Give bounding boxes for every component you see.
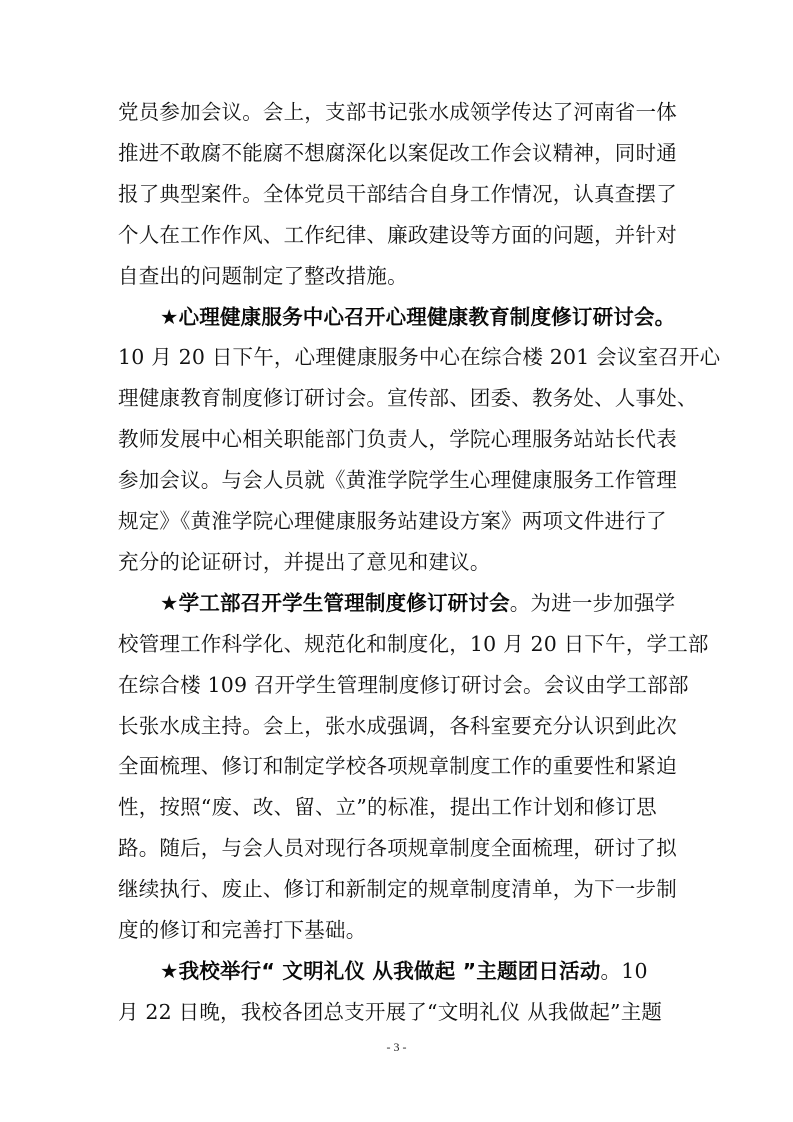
- line-text: 推进不敢腐不能腐不想腐深化以案促改工作会议精神，同时通: [118, 141, 677, 165]
- heading-text: ★我校举行“ 文明礼仪 从我做起 ”主题团日活动: [160, 959, 601, 983]
- body-line: [118, 386, 698, 410]
- line-text: 理健康教育制度修订研讨会。宣传部、团委、教务处、人事处、: [118, 386, 698, 410]
- line-text: 规定》《黄淮学院心理健康服务站建设方案》两项文件进行了: [118, 509, 667, 533]
- line-text: 路。随后，与会人员对现行各项规章制度全面梳理，研讨了拟: [118, 836, 677, 860]
- body-line: [118, 550, 683, 574]
- line-text: 性，按照“废、改、留、立”的标准，提出工作计划和修订思: [118, 795, 657, 819]
- page-number: - 3 -: [386, 1040, 407, 1054]
- body-line: [118, 918, 683, 942]
- line-text: 长张水成主持。会上，张水成强调，各科室要充分认识到此次: [118, 714, 677, 738]
- body-line: [118, 714, 683, 738]
- body-line: [118, 468, 683, 492]
- section-heading: [160, 305, 683, 329]
- body-line: [118, 264, 683, 288]
- heading-text: ★心理健康服务中心召开心理健康教育制度修订研讨会。: [160, 305, 676, 329]
- line-text: 校管理工作科学化、规范化和制度化，10 月 20 日下午，学工部: [118, 632, 709, 656]
- line-text: 教师发展中心相关职能部门负责人，学院心理服务站站长代表: [118, 427, 677, 451]
- line-text: 自查出的问题制定了整改措施。: [118, 264, 408, 288]
- line-text: 党员参加会议。会上，支部书记张水成领学传达了河南省一体: [118, 100, 677, 124]
- line-text: 全面梳理、修订和制定学校各项规章制度工作的重要性和紧迫: [118, 754, 677, 778]
- body-line: [118, 345, 721, 369]
- line-text: 在综合楼 109 召开学生管理制度修订研讨会。会议由学工部部: [118, 673, 689, 697]
- body-line: [118, 182, 683, 206]
- body-line: [118, 877, 683, 901]
- line-text: 月 22 日晚，我校各团总支开展了“文明礼仪 从我做起”主题: [118, 1000, 663, 1024]
- body-line: [118, 836, 683, 860]
- body-line: [118, 754, 683, 778]
- section-heading: [160, 959, 683, 983]
- body-line: [118, 795, 683, 819]
- body-line: [118, 141, 683, 165]
- line-text: 充分的论证研讨，并提出了意见和建议。: [118, 550, 491, 574]
- body-line: [118, 632, 709, 656]
- line-text: 继续执行、废止、修订和新制定的规章制度清单，为下一步制: [118, 877, 677, 901]
- body-line: [118, 509, 683, 533]
- heading-text: ★学工部召开学生管理制度修订研讨会: [160, 591, 510, 615]
- line-text: 个人在工作作风、工作纪律、廉政建设等方面的问题，并针对: [118, 223, 677, 247]
- line-text: 10 月 20 日下午，心理健康服务中心在综合楼 201 会议室召开心: [118, 345, 721, 369]
- line-text: 。10: [600, 959, 648, 983]
- section-heading: [160, 591, 683, 615]
- body-line: [118, 427, 683, 451]
- body-line: [118, 100, 683, 124]
- line-text: 参加会议。与会人员就《黄淮学院学生心理健康服务工作管理: [118, 468, 677, 492]
- body-line: [118, 1000, 683, 1024]
- body-line: [118, 673, 689, 697]
- line-text: 度的修订和完善打下基础。: [118, 918, 367, 942]
- body-line: [118, 223, 683, 247]
- line-text: 报了典型案件。全体党员干部结合自身工作情况，认真查摆了: [118, 182, 677, 206]
- line-text: 。为进一步加强学: [509, 591, 676, 615]
